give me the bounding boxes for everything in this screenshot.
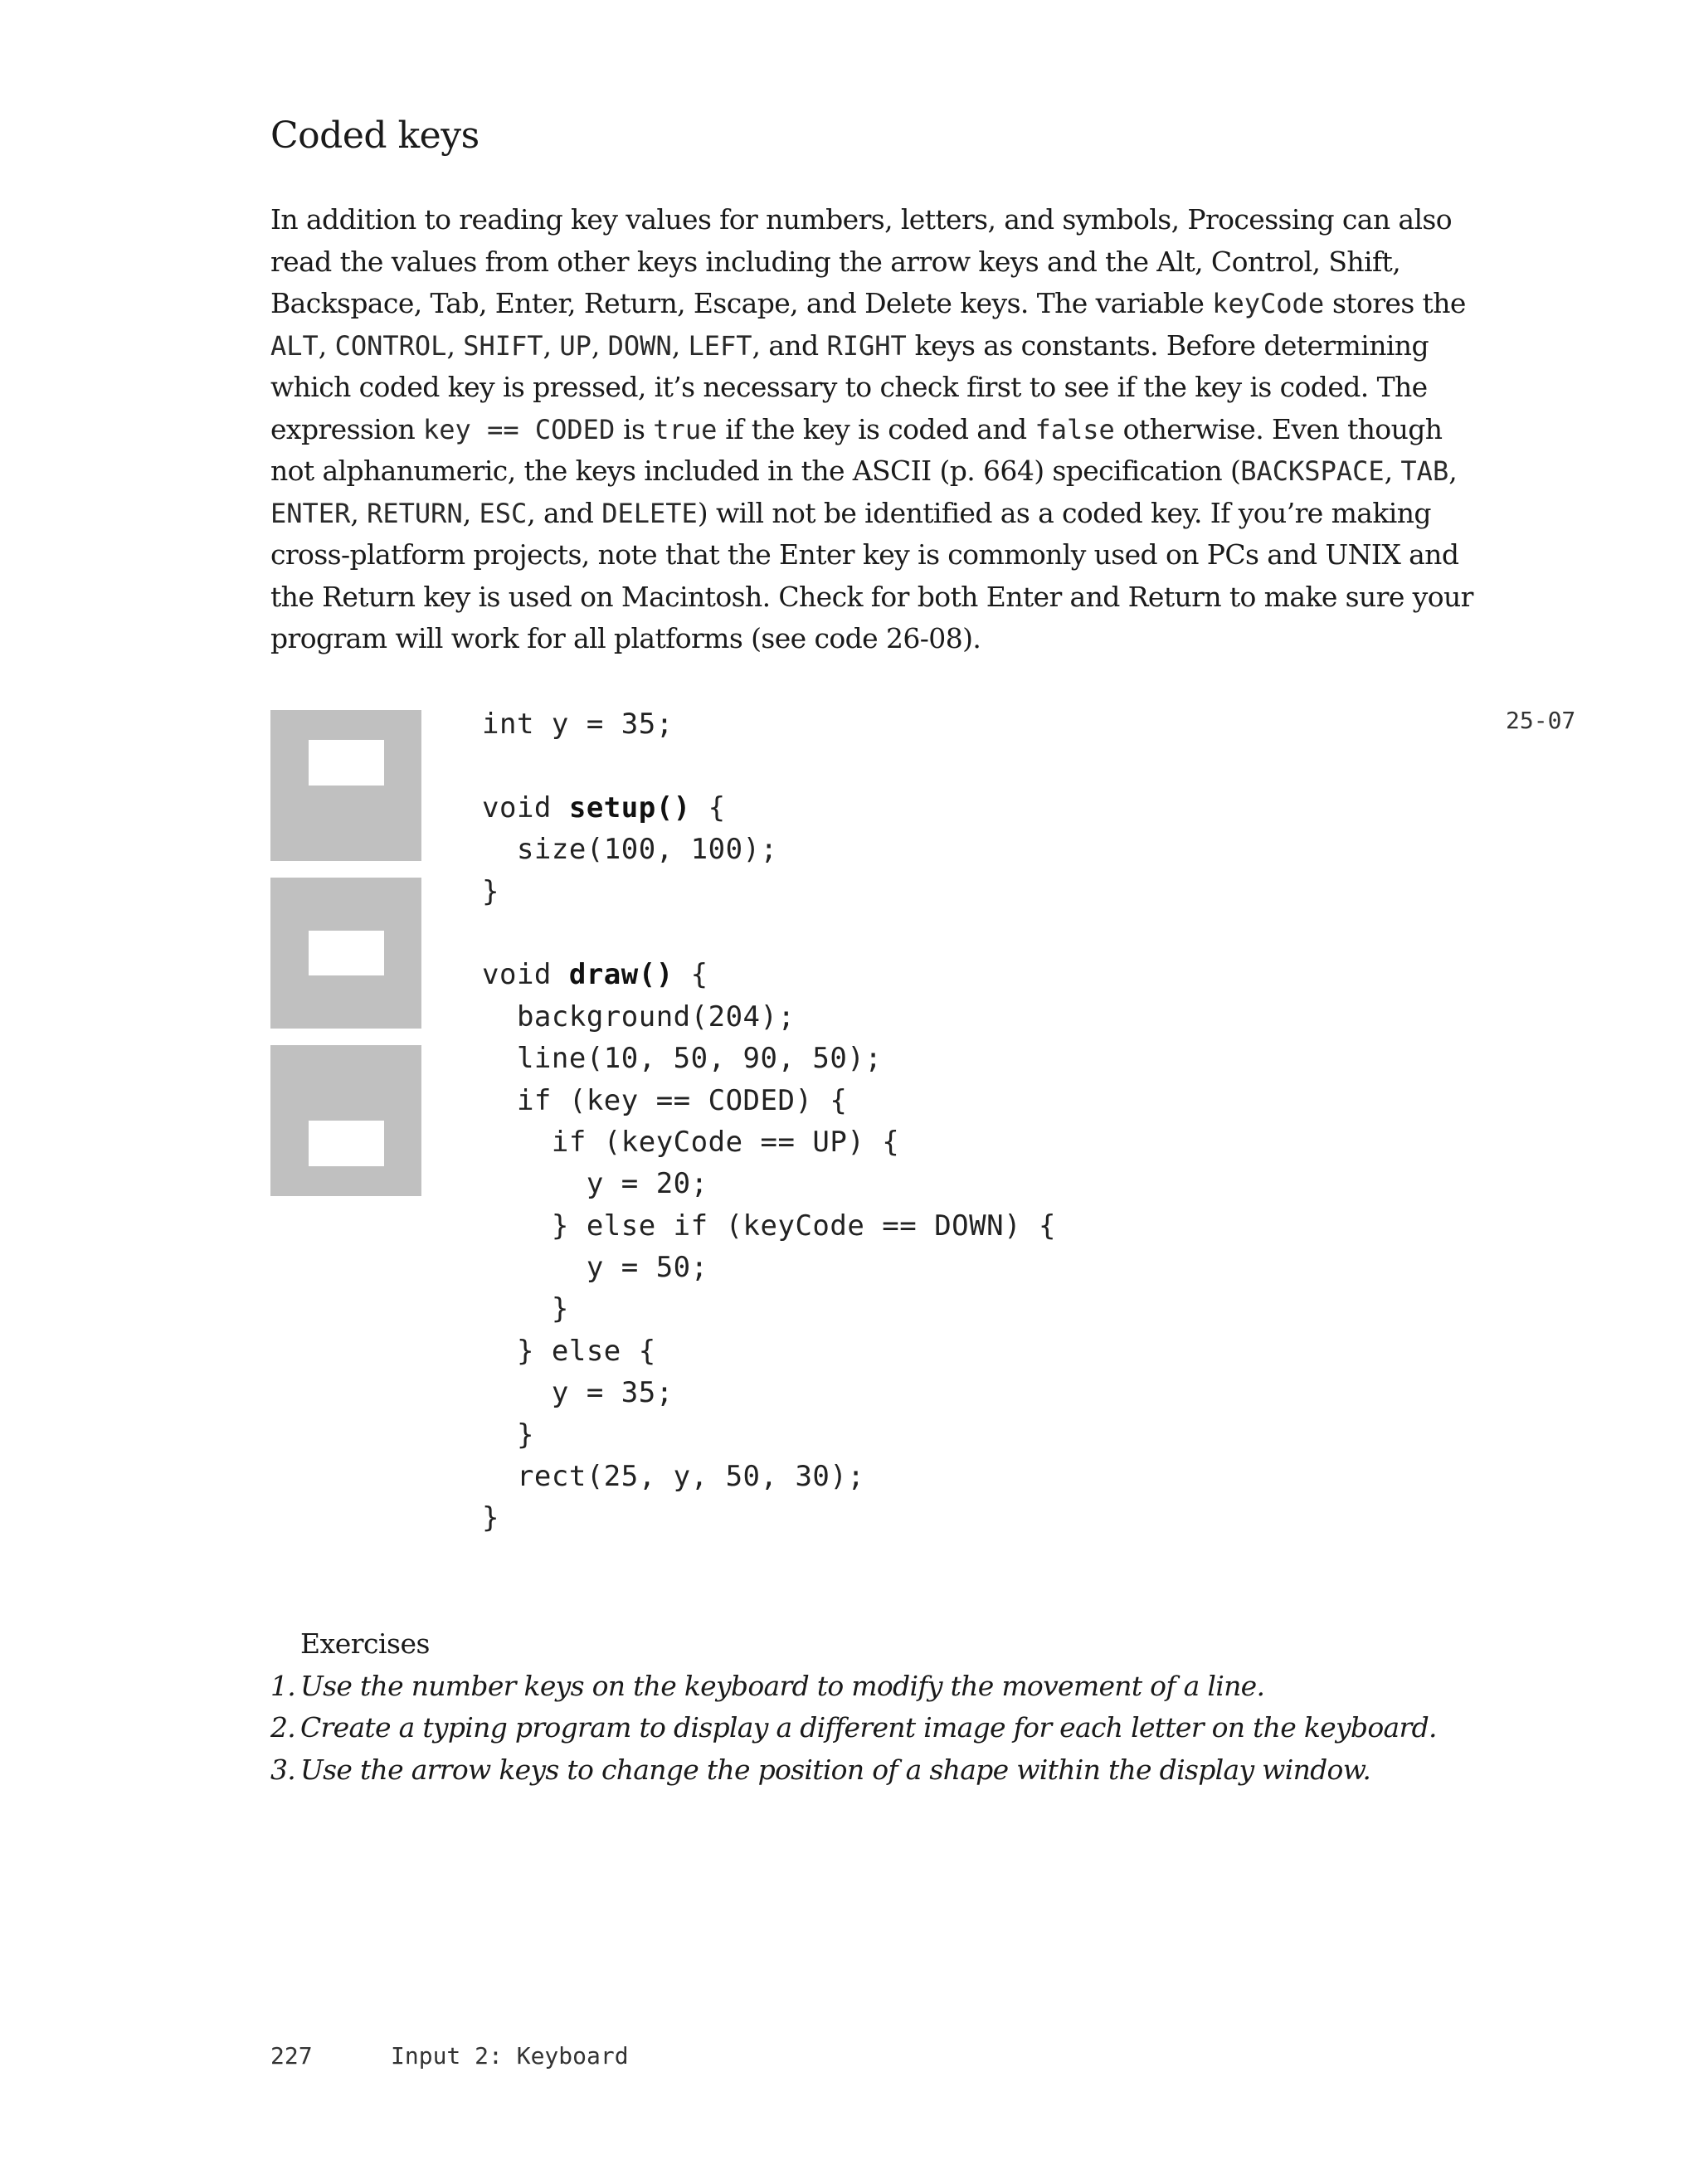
text-run: , [318, 328, 335, 362]
code-text: rect(25, y, 50, 30); [482, 1460, 865, 1494]
exercise-item [270, 1707, 1515, 1749]
code-line [482, 1288, 1056, 1330]
paragraph-line [270, 450, 1473, 493]
inline-code: ESC [479, 497, 528, 529]
inline-code: SHIFT [463, 329, 543, 362]
sketch-rectangle [309, 740, 384, 786]
code-line [482, 703, 1056, 745]
code-text: int y = 35; [482, 708, 674, 741]
code-line [482, 912, 1056, 954]
page-number: 227 [270, 2042, 313, 2070]
code-text: if (key == CODED) { [482, 1083, 848, 1117]
text-run: the Return key is used on Macintosh. Check for both Enter and Return to make sure your [270, 580, 1473, 613]
text-run: stores the [1324, 287, 1466, 319]
exercise-number: 1. [270, 1669, 296, 1702]
code-text: y = 35; [482, 1376, 674, 1410]
text-run: is [615, 412, 654, 445]
code-line [482, 871, 1056, 912]
sketch-rectangle [309, 1121, 384, 1166]
code-example-number: 25-07 [1506, 707, 1576, 734]
code-text: void [482, 790, 569, 824]
code-text: void [482, 958, 569, 992]
text-run: program will work for all platforms (see code 26-08). [270, 622, 981, 654]
inline-code: keyCode [1212, 288, 1325, 319]
inline-code: DOWN [607, 329, 672, 362]
text-run: , and [527, 496, 602, 529]
paragraph-line [270, 534, 1473, 576]
section-heading: Coded keys [270, 114, 480, 157]
text-run: , [1448, 455, 1458, 487]
code-text: line(10, 50, 90, 50); [482, 1042, 883, 1076]
text-run: , [350, 496, 368, 529]
text-run: ) will not be identified as a coded key. If you’re making [697, 496, 1431, 529]
text-run: otherwise. Even though [1114, 412, 1443, 445]
code-line [482, 1497, 1056, 1539]
text-run: , [462, 496, 480, 529]
code-line [482, 1414, 1056, 1456]
text-run: , and [752, 328, 827, 362]
inline-code: ENTER [270, 497, 351, 529]
code-line [482, 1080, 1056, 1121]
code-text: background(204); [482, 1000, 796, 1034]
inline-code: false [1034, 413, 1115, 445]
code-listing [482, 703, 1056, 1540]
code-text: } [482, 874, 499, 908]
exercise-text: Create a typing program to display a different image for each letter on the keyboard. [300, 1711, 1437, 1744]
text-run: , [543, 328, 560, 362]
paragraph-line [270, 325, 1473, 367]
code-text: size(100, 100); [482, 833, 778, 867]
text-run: cross-platform projects, note that the Enter key is commonly used on PCs and UNIX and [270, 538, 1459, 571]
code-text: } else if (keyCode == DOWN) { [482, 1209, 1057, 1243]
sketch-output-thumbnail [270, 710, 421, 861]
paragraph-line [270, 283, 1473, 325]
code-line [482, 1330, 1056, 1372]
inline-code: RETURN [367, 497, 463, 529]
text-run: if the key is coded and [717, 412, 1035, 445]
code-line [482, 745, 1056, 786]
exercises-title: Exercises [300, 1627, 430, 1660]
function-name: setup() [568, 790, 691, 824]
sketch-output-thumbnail [270, 878, 421, 1029]
paragraph-line [270, 576, 1473, 619]
exercise-item [270, 1666, 1515, 1708]
paragraph-line [270, 409, 1473, 451]
code-line [482, 1038, 1056, 1079]
text-run: , [1384, 455, 1401, 487]
text-run: , [591, 328, 608, 362]
inline-code: LEFT [688, 329, 752, 362]
exercise-number: 2. [270, 1711, 296, 1744]
exercise-number: 3. [270, 1753, 296, 1786]
text-run: Backspace, Tab, Enter, Return, Escape, and Delete keys. The variable [270, 287, 1213, 319]
body-paragraph [270, 199, 1473, 660]
exercises-section [270, 1623, 1515, 1791]
text-run: not alphanumeric, the keys included in the ASCII (p. 664) specification ( [270, 455, 1241, 487]
exercise-item [270, 1749, 1515, 1792]
inline-code: ALT [270, 329, 319, 362]
text-run: keys as constants. Before determining [906, 328, 1429, 362]
code-text: } [482, 1418, 534, 1452]
code-text: y = 20; [482, 1167, 708, 1201]
paragraph-line [270, 199, 1473, 241]
code-line [482, 1205, 1056, 1247]
code-line [482, 1456, 1056, 1497]
inline-code: RIGHT [826, 329, 907, 362]
function-name: draw() [568, 958, 674, 992]
text-run: In addition to reading key values for numbers, letters, and symbols, Processing can also [270, 203, 1453, 236]
paragraph-line [270, 367, 1473, 409]
code-line [482, 1247, 1056, 1288]
code-line [482, 787, 1056, 829]
code-line [482, 1121, 1056, 1163]
code-line [482, 1372, 1056, 1413]
paragraph-line [270, 618, 1473, 660]
code-text: } [482, 1501, 499, 1535]
code-line [482, 1163, 1056, 1204]
text-run: , [671, 328, 689, 362]
sketch-output-thumbnail [270, 1045, 421, 1196]
exercise-text: Use the arrow keys to change the position of a shape within the display window. [300, 1753, 1371, 1786]
inline-code: UP [559, 329, 591, 362]
inline-code: DELETE [601, 497, 698, 529]
code-text: { [690, 790, 726, 824]
paragraph-line [270, 493, 1473, 535]
inline-code: true [653, 413, 718, 445]
inline-code: TAB [1400, 455, 1449, 487]
inline-code: BACKSPACE [1240, 455, 1385, 487]
text-run: read the values from other keys including the arrow keys and the Alt, Control, Shift, [270, 245, 1401, 278]
text-run: expression [270, 412, 424, 445]
code-line [482, 829, 1056, 870]
inline-code: CONTROL [334, 329, 447, 362]
code-text: } else { [482, 1334, 656, 1368]
code-text: { [673, 958, 708, 992]
page-footer [270, 2042, 629, 2070]
exercise-text: Use the number keys on the keyboard to modify the movement of a line. [300, 1669, 1265, 1702]
code-text: y = 50; [482, 1251, 708, 1285]
paragraph-line [270, 241, 1473, 284]
code-line [482, 954, 1056, 995]
inline-code: key == CODED [423, 413, 616, 445]
text-run: , [446, 328, 464, 362]
exercise-list [270, 1666, 1515, 1792]
code-line [482, 996, 1056, 1038]
code-text: } [482, 1292, 569, 1326]
footer-section-title: Input 2: Keyboard [391, 2042, 629, 2070]
text-run: which coded key is pressed, it’s necessary to check first to see if the key is coded. The [270, 371, 1428, 403]
code-text: if (keyCode == UP) { [482, 1125, 900, 1159]
sketch-rectangle [309, 931, 384, 976]
